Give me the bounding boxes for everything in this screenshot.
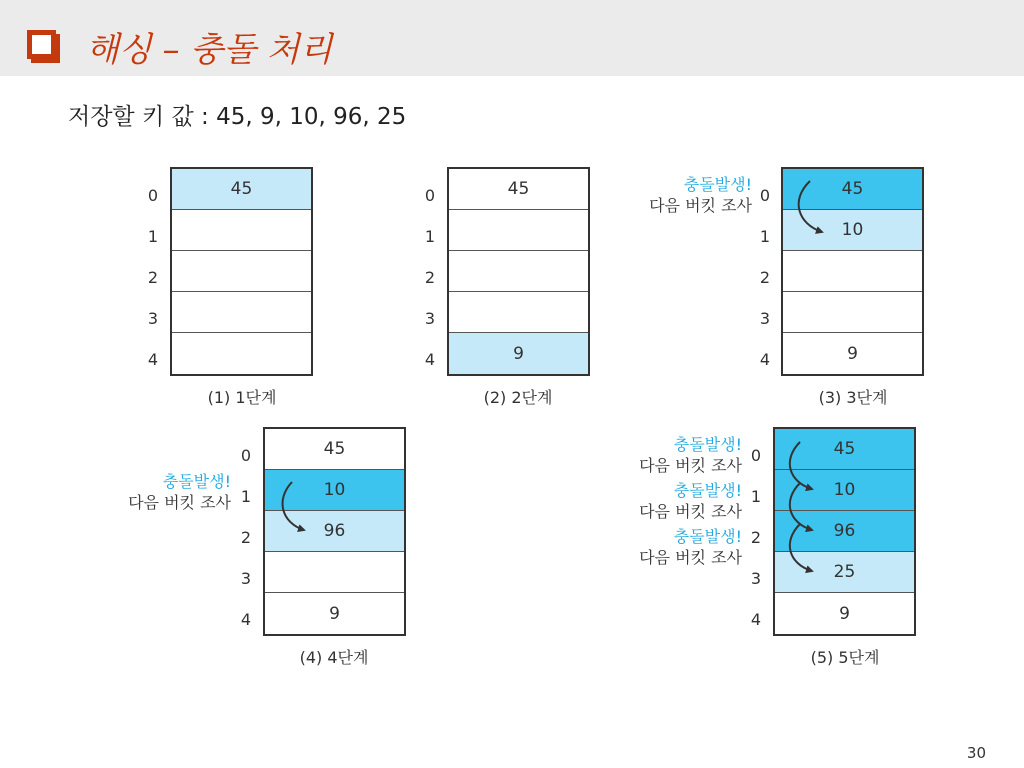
bucket-0: 45 [172,169,311,210]
index-label: 4 [750,610,762,629]
hash-table [263,427,406,636]
bucket-2 [449,251,588,292]
index-label: 4 [147,350,159,369]
page-number: 30 [966,744,986,762]
step-caption: (1) 1단계 [207,388,277,407]
collision-text: 충돌발생! [673,435,742,454]
step-caption: (5) 5단계 [810,648,880,667]
key-values-text: 저장할 키 값 : 45, 9, 10, 96, 25 [68,104,407,130]
bucket-1 [172,210,311,251]
index-label: 3 [240,569,252,588]
probe-text: 다음 버킷 조사 [639,548,742,567]
bucket-0: 45 [449,169,588,210]
index-label: 3 [750,569,762,588]
hash-table [170,167,313,376]
index-label: 3 [424,309,436,328]
bucket-1: 10 [783,210,922,251]
bucket-1 [449,210,588,251]
step-caption: (2) 2단계 [483,388,553,407]
index-label: 2 [759,268,771,287]
index-label: 0 [750,446,762,465]
bucket-0: 45 [265,429,404,470]
bucket-2: 96 [775,511,914,552]
probe-text: 다음 버킷 조사 [649,196,752,215]
index-label: 3 [759,309,771,328]
index-label: 3 [147,309,159,328]
hash-table [447,167,590,376]
index-label: 1 [240,487,252,506]
index-label: 1 [759,227,771,246]
slide-header [0,0,1024,76]
index-label: 0 [759,186,771,205]
collision-note [128,471,231,513]
hash-table [773,427,916,636]
bucket-3: 25 [775,552,914,593]
collision-note [649,174,752,216]
bucket-1: 10 [265,470,404,511]
probe-text: 다음 버킷 조사 [639,502,742,521]
bucket-4: 9 [847,343,858,364]
bucket-4: 9 [329,603,340,624]
index-label: 2 [240,528,252,547]
bucket-3 [172,292,311,333]
bucket-0: 45 [775,429,914,470]
index-label: 4 [759,350,771,369]
index-label: 2 [750,528,762,547]
bucket-3 [783,292,922,333]
step-caption: (4) 4단계 [299,648,369,667]
bucket-4 [172,333,311,374]
slide-title: 해싱 – 충돌 처리 [86,30,333,70]
index-label: 1 [147,227,159,246]
bucket-3 [449,292,588,333]
collision-text: 충돌발생! [673,527,742,546]
bucket-1: 10 [775,470,914,511]
collision-text: 충돌발생! [162,472,231,491]
bucket-2 [783,251,922,292]
index-label: 0 [147,186,159,205]
index-label: 0 [240,446,252,465]
bucket-4: 9 [839,603,850,624]
index-label: 1 [424,227,436,246]
bucket-2: 96 [265,511,404,552]
index-label: 4 [240,610,252,629]
collision-note [639,526,742,568]
bucket-4: 9 [449,333,588,374]
probe-text: 다음 버킷 조사 [128,493,231,512]
bucket-3 [265,552,404,593]
bucket-2 [172,251,311,292]
step-caption: (3) 3단계 [818,388,888,407]
collision-note [639,434,742,476]
index-label: 4 [424,350,436,369]
collision-note [639,480,742,522]
hash-table [781,167,924,376]
index-label: 2 [147,268,159,287]
bucket-0: 45 [783,169,922,210]
index-label: 0 [424,186,436,205]
index-label: 2 [424,268,436,287]
collision-text: 충돌발생! [683,175,752,194]
collision-text: 충돌발생! [673,481,742,500]
probe-text: 다음 버킷 조사 [639,456,742,475]
index-label: 1 [750,487,762,506]
checkbox-bullet-icon [27,30,56,59]
